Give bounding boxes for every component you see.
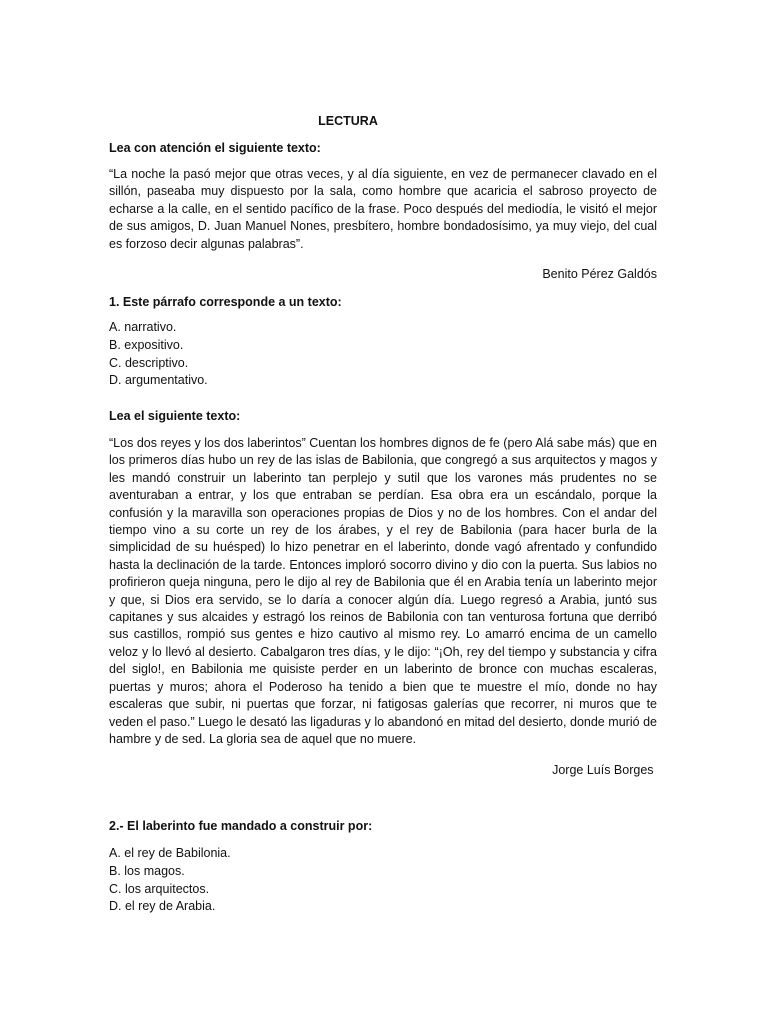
document-title: LECTURA <box>318 114 378 128</box>
question2-option-b: B. los magos. <box>109 863 185 878</box>
question1-option-c: C. descriptivo. <box>109 355 189 370</box>
section2-author: Jorge Luís Borges <box>552 763 657 777</box>
question1-option-b: B. expositivo. <box>109 337 184 352</box>
question1-option-d: D. argumentativo. <box>109 373 208 388</box>
section1-instruction: Lea con atención el siguiente texto: <box>109 141 321 155</box>
question2-prompt: 2.- El laberinto fue mandado a construir por: <box>109 819 373 833</box>
section2-passage: “Los dos reyes y los dos laberintos” Cuentan los hombres dignos de fe (pero Alá sabe más) que en los primeros días hubo un rey de las islas de Babilonia, que congregó a sus arquitectos y magos y les mandó construir un laberinto tan perplejo y sutil que los varones más prudentes no se aventuraban a entrar, y los que entraban se perdían. Esa obra era un escándalo, porque la confusión y la maravilla son operaciones propias de Dios y no de los hombres. Con el andar del tiempo vino a su corte un rey de los árabes, y el rey de Babilonia (para hacer burla de la simplicidad de su huésped) lo hizo penetrar en el laberinto, donde vagó afrentado y confundido hasta la declinación de la tarde. Entonces imploró socorro divino y dio con la puerta. Sus labios no profirieron queja ninguna, pero le dijo al rey de Babilonia que él en Arabia tenía un laberinto mejor y que, si Dios era servido, se lo daría a conocer algún día. Luego regresó a Arabia, juntó sus capitanes y sus alcaides y estragó los reinos de Babilonia con tan venturosa fortuna que derribó sus castillos, rompió sus gentes e hizo cautivo al mismo rey. Lo amarró encima de un camello veloz y lo llevó al desierto. Cabalgaron tres días, y le dijo: “¡Oh, rey del tiempo y substancia y cifra del siglo!, en Babilonia me quisiste perder en un laberinto de bronce con muchas escaleras, puertas y muros; ahora el Poderoso ha tenido a bien que te muestre el mío, donde no hay escaleras que subir, ni puertas que forzar, ni fatigosas galerías que recorrer, ni muros que te veden el paso.” Luego le desató las ligaduras y lo abandonó en mitad del desierto, donde murió de hambre y de sed. La gloria sea de aquel que no muere. <box>109 436 657 746</box>
section1-passage: “La noche la pasó mejor que otras veces, y al día siguiente, en vez de permanecer clavado en el sillón, paseaba muy dispuesto por la sala, como hombre que acaricia el sabroso proyecto de echarse a la calle, en el sentido pacífico de la frase. Poco después del mediodía, le visitó el mejor de sus amigos, D. Juan Manuel Nones, presbítero, hombre bondadosísimo, ya muy viejo, del cual es forzoso decir algunas palabras”. <box>109 167 657 251</box>
question2-option-a: A. el rey de Babilonia. <box>109 846 231 860</box>
section2-instruction: Lea el siguiente texto: <box>109 409 241 423</box>
section1-author: Benito Pérez Galdós <box>542 267 657 281</box>
question1-prompt: 1. Este párrafo corresponde a un texto: <box>109 295 342 309</box>
question1-option-a: A. narrativo. <box>109 320 177 334</box>
question1-options <box>109 319 208 390</box>
question2-option-d: D. el rey de Arabia. <box>109 899 216 914</box>
question2-option-c: C. los arquitectos. <box>109 881 210 896</box>
question2-options <box>109 845 231 916</box>
